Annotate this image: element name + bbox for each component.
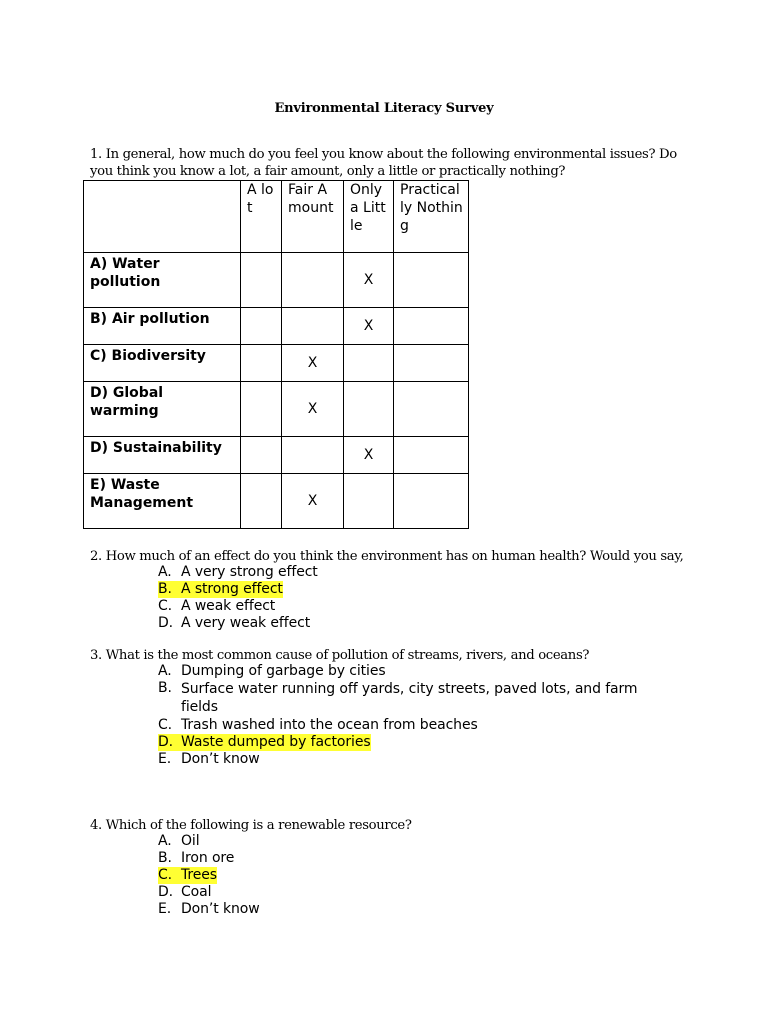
mark-cell — [241, 253, 282, 308]
option-e[interactable] — [158, 901, 658, 918]
row-label: E) Waste Management — [84, 474, 241, 529]
option-letter: C. — [158, 867, 181, 884]
question-3-options — [158, 663, 658, 768]
mark-cell — [282, 437, 344, 474]
option-c[interactable] — [158, 717, 658, 734]
option-d[interactable] — [158, 884, 658, 901]
header-fair-amount: Fair Amount — [282, 181, 344, 253]
mark-cell — [241, 382, 282, 437]
row-label: A) Water pollution — [84, 253, 241, 308]
question-2-options — [158, 564, 658, 632]
mark-cell — [394, 345, 469, 382]
row-label: D) Global warming — [84, 382, 241, 437]
header-a-lot: A lot — [241, 181, 282, 253]
option-text-highlighted: Trees — [181, 867, 217, 883]
mark-cell — [241, 308, 282, 345]
row-label: B) Air pollution — [84, 308, 241, 345]
option-text: Don’t know — [181, 901, 260, 917]
mark-cell — [282, 253, 344, 308]
option-letter: D. — [158, 734, 181, 751]
option-text: Oil — [181, 833, 200, 849]
option-text: Iron ore — [181, 850, 235, 866]
row-label: D) Sustainability — [84, 437, 241, 474]
option-text: Trash washed into the ocean from beaches — [181, 717, 478, 733]
option-letter: E. — [158, 751, 172, 767]
table-row — [84, 437, 469, 474]
option-text: Don’t know — [181, 751, 260, 767]
option-c[interactable] — [158, 598, 658, 615]
option-letter: A. — [158, 663, 172, 679]
mark-cell — [241, 437, 282, 474]
option-text: A very weak effect — [181, 615, 311, 631]
header-only-a-little: Only a Little — [344, 181, 394, 253]
option-text: Surface water running off yards, city streets, paved lots, and farm fields — [181, 681, 638, 715]
mark-cell — [394, 474, 469, 529]
option-text-highlighted: Waste dumped by factories — [181, 734, 371, 750]
option-letter: B. — [158, 680, 172, 696]
option-b[interactable] — [158, 680, 658, 716]
row-label: C) Biodiversity — [84, 345, 241, 382]
table-row — [84, 474, 469, 529]
mark-cell — [344, 345, 394, 382]
option-b[interactable] — [158, 581, 658, 598]
option-text: Dumping of garbage by cities — [181, 663, 386, 679]
survey-title: Environmental Literacy Survey — [274, 101, 494, 116]
mark-cell — [394, 308, 469, 345]
mark-cell — [394, 253, 469, 308]
question-1-text: 1. In general, how much do you feel you know about the following environmental issues? Do you think you know a lot, a fair amount, only a little or practically nothing? — [90, 147, 677, 179]
table-row — [84, 345, 469, 382]
question-4-options — [158, 833, 658, 918]
knowledge-table — [83, 180, 469, 529]
mark-cell: X — [282, 345, 344, 382]
table-row — [84, 382, 469, 437]
mark-cell — [344, 382, 394, 437]
option-text: A very strong effect — [181, 564, 318, 580]
mark-cell — [344, 474, 394, 529]
option-a[interactable] — [158, 564, 658, 581]
mark-cell: X — [282, 382, 344, 437]
option-letter: D. — [158, 615, 174, 631]
mark-cell: X — [282, 474, 344, 529]
option-text-highlighted: A strong effect — [181, 581, 283, 597]
option-letter: C. — [158, 598, 173, 614]
table-row — [84, 253, 469, 308]
mark-cell: X — [344, 253, 394, 308]
question-2-text: 2. How much of an effect do you think the environment has on human health? Would you say, — [90, 549, 684, 564]
option-b[interactable] — [158, 850, 658, 867]
option-a[interactable] — [158, 663, 658, 680]
mark-cell — [241, 345, 282, 382]
option-letter: B. — [158, 581, 181, 598]
option-d[interactable] — [158, 615, 658, 632]
mark-cell — [282, 308, 344, 345]
table-header-row — [84, 181, 469, 253]
option-text: A weak effect — [181, 598, 276, 614]
option-e[interactable] — [158, 751, 658, 768]
table-corner-cell — [84, 181, 241, 253]
question-3-text: 3. What is the most common cause of pollution of streams, rivers, and oceans? — [90, 648, 590, 663]
question-4-text: 4. Which of the following is a renewable resource? — [90, 818, 412, 833]
table-row — [84, 308, 469, 345]
option-letter: C. — [158, 717, 173, 733]
option-a[interactable] — [158, 833, 658, 850]
mark-cell — [241, 474, 282, 529]
option-letter: D. — [158, 884, 174, 900]
option-text: Coal — [181, 884, 212, 900]
mark-cell — [394, 382, 469, 437]
option-letter: B. — [158, 850, 172, 866]
option-c[interactable] — [158, 867, 658, 884]
option-letter: A. — [158, 564, 172, 580]
mark-cell: X — [344, 308, 394, 345]
option-d[interactable] — [158, 734, 658, 751]
option-letter: E. — [158, 901, 172, 917]
option-letter: A. — [158, 833, 172, 849]
mark-cell: X — [344, 437, 394, 474]
mark-cell — [394, 437, 469, 474]
header-practically-nothing: Practically Nothing — [394, 181, 469, 253]
